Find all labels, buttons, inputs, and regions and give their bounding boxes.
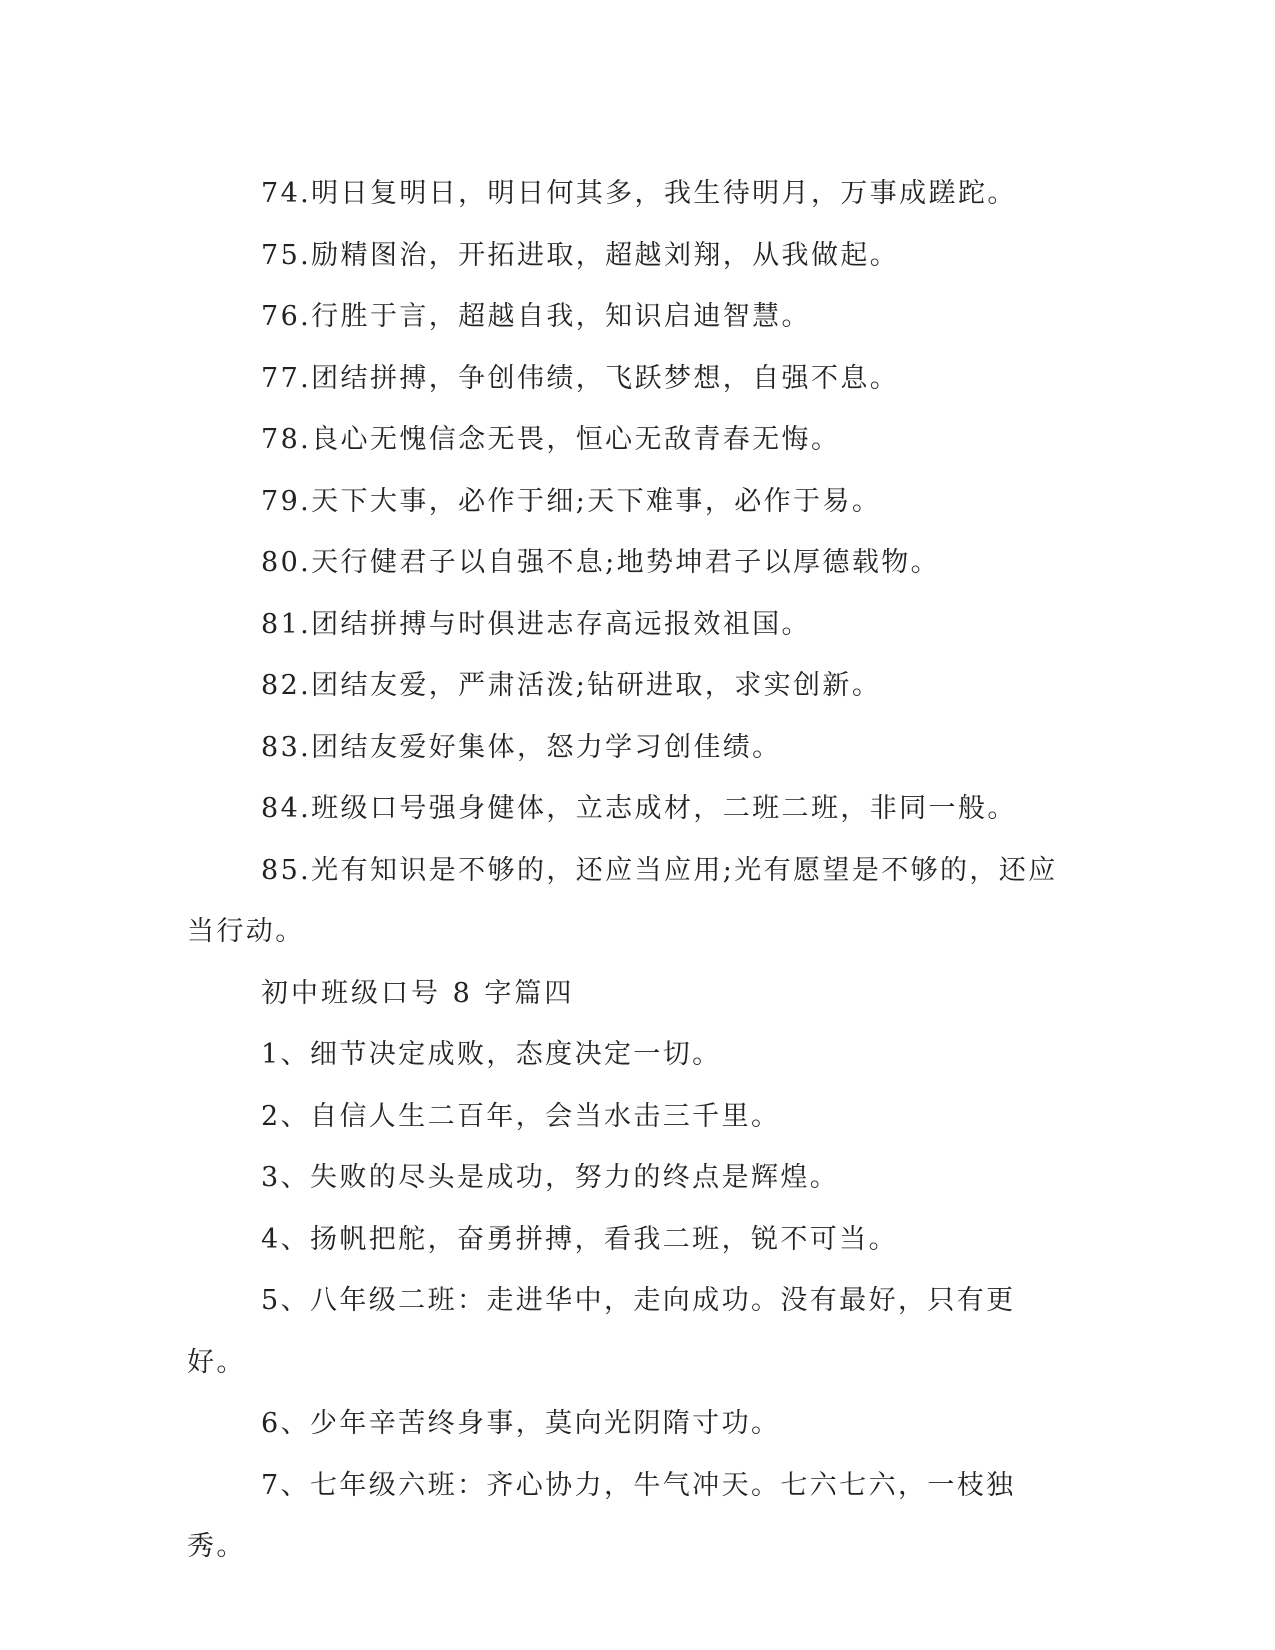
- list-item-4: 4、扬帆把舵，奋勇拼搏，看我二班，锐不可当。: [261, 1223, 898, 1255]
- list-item-6: 6、少年辛苦终身事，莫向光阴隋寸功。: [261, 1408, 781, 1439]
- slogan-76: 76.行胜于言，超越自我，知识启迪智慧。: [261, 301, 811, 332]
- list-item-7: 7、七年级六班：齐心协力，牛气冲天。七六七六，一枝独秀。: [187, 1469, 1016, 1562]
- slogan-77: 77.团结拼搏，争创伟绩，飞跃梦想，自强不息。: [261, 362, 900, 394]
- slogan-78: 78.良心无愧信念无畏，恒心无敌青春无悔。: [261, 424, 841, 455]
- list-item-3: 3、失败的尽头是成功，努力的终点是辉煌。: [261, 1162, 840, 1193]
- slogan-75: 75.励精图治，开拓进取，超越刘翔，从我做起。: [261, 239, 900, 271]
- slogan-79: 79.天下大事，必作于细;天下难事，必作于易。: [261, 485, 882, 517]
- slogan-83: 83.团结友爱好集体，怒力学习创佳绩。: [261, 731, 782, 763]
- slogan-82: 82.团结友爱，严肃活泼;钻研进取，求实创新。: [261, 670, 882, 701]
- list-item-5: 5、八年级二班：走进华中，走向成功。没有最好，只有更好。: [187, 1285, 1016, 1378]
- slogan-84: 84.班级口号强身健体，立志成材，二班二班，非同一般。: [261, 793, 1017, 824]
- list-item-1: 1、细节决定成败，态度决定一切。: [261, 1039, 722, 1070]
- slogan-74: 74.明日复明日，明日何其多，我生待明月，万事成蹉跎。: [261, 178, 1017, 209]
- list-item-2: 2、自信人生二百年，会当水击三千里。: [261, 1100, 781, 1132]
- document-body: [187, 163, 1067, 1578]
- slogan-85: 85.光有知识是不够的，还应当应用;光有愿望是不够的，还应当行动。: [187, 854, 1058, 947]
- slogan-80: 80.天行健君子以自强不息;地势坤君子以厚德载物。: [261, 547, 941, 578]
- slogan-81: 81.团结拼搏与时俱进志存高远报效祖国。: [261, 608, 811, 640]
- section-heading: 初中班级口号 8 字篇四: [261, 977, 575, 1009]
